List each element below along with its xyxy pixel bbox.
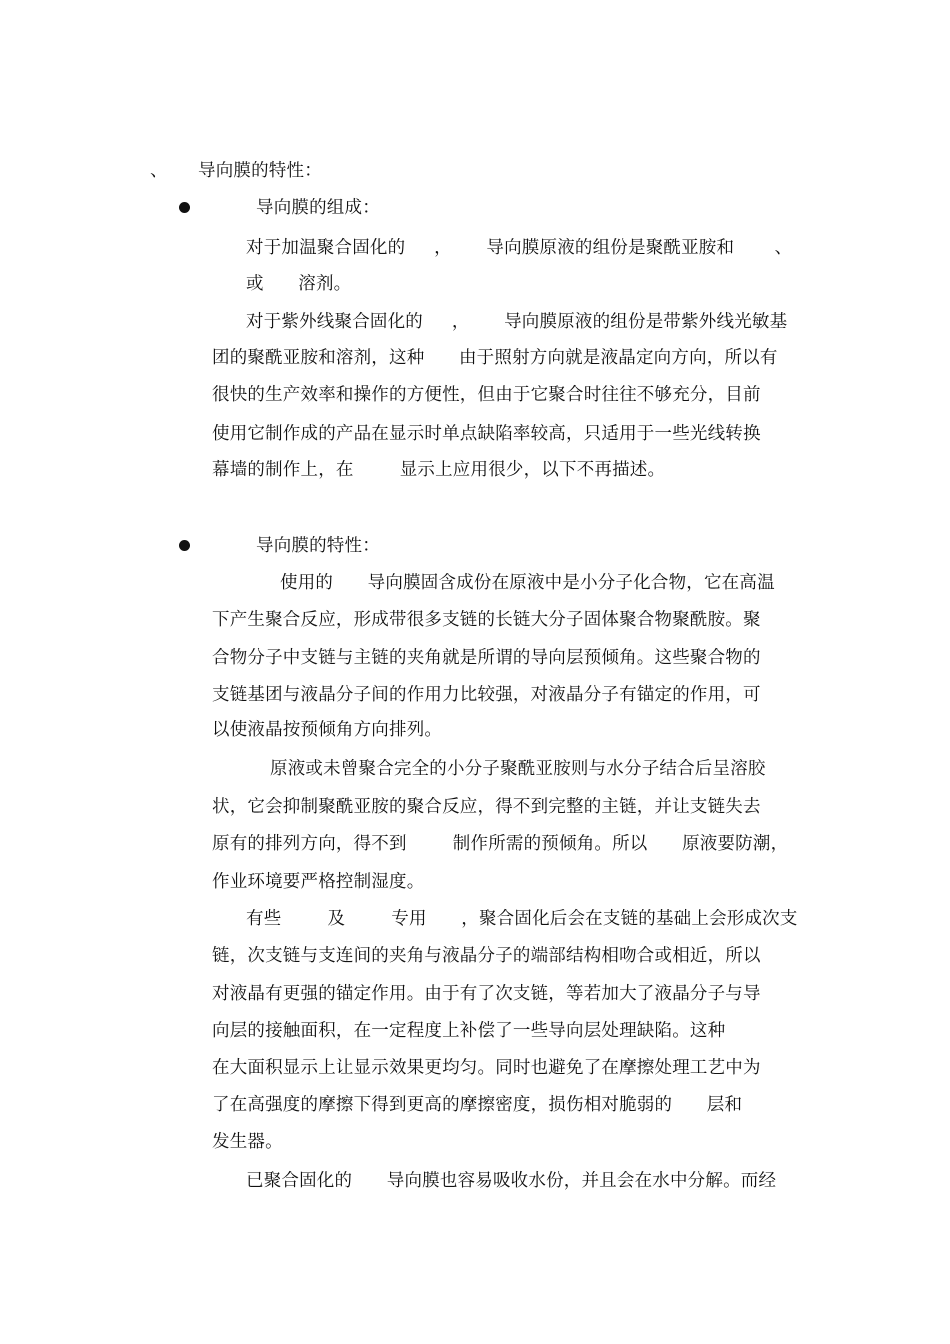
bullet-icon bbox=[179, 540, 190, 551]
properties-line: 向层的接触面积，在一定程度上补偿了一些导向层处理缺陷。这种 bbox=[212, 1021, 726, 1041]
properties-line: 原液或未曾聚合完全的小分子聚酰亚胺则与水分子结合后呈溶胶 bbox=[270, 759, 766, 779]
properties-line: 合物分子中支链与主链的夹角就是所谓的导向层预倾角。这些聚合物的 bbox=[212, 648, 761, 668]
composition-line: 很快的生产效率和操作的方便性，但由于它聚合时往往不够充分，目前 bbox=[212, 385, 761, 405]
composition-line: 对于加温聚合固化的 ， 导向膜原液的组份是聚酰亚胺和 、 bbox=[246, 238, 793, 258]
composition-line: 使用它制作成的产品在显示时单点缺陷率较高，只适用于一些光线转换 bbox=[212, 424, 761, 444]
properties-line: 使用的 导向膜固含成份在原液中是小分子化合物，它在高温 bbox=[280, 573, 775, 593]
composition-line: 或 溶剂。 bbox=[246, 274, 352, 294]
composition-line: 幕墙的制作上，在 显示上应用很少，以下不再描述。 bbox=[212, 460, 666, 480]
properties-line: 了在高强度的摩擦下得到更高的摩擦密度，损伤相对脆弱的 层和 bbox=[212, 1095, 743, 1115]
properties-line: 在大面积显示上让显示效果更均匀。同时也避免了在摩擦处理工艺中为 bbox=[212, 1058, 761, 1078]
properties-line: 发生器。 bbox=[212, 1132, 283, 1152]
properties-line: 状，它会抑制聚酰亚胺的聚合反应，得不到完整的主链，并让支链失去 bbox=[212, 797, 761, 817]
section-heading: 导向膜的特性： bbox=[198, 161, 322, 181]
composition-line: 对于紫外线聚合固化的 ， 导向膜原液的组份是带紫外线光敏基 bbox=[246, 312, 788, 332]
properties-line: 对液晶有更强的锚定作用。由于有了次支链，等若加大了液晶分子与导 bbox=[212, 984, 761, 1004]
properties-line: 支链基团与液晶分子间的作用力比较强，对液晶分子有锚定的作用，可 bbox=[212, 685, 761, 705]
composition-heading: 导向膜的组成： bbox=[256, 198, 380, 218]
properties-line: 以使液晶按预倾角方向排列。 bbox=[212, 720, 443, 740]
properties-line: 原有的排列方向，得不到 制作所需的预倾角。所以 原液要防潮， bbox=[212, 834, 789, 854]
properties-line: 下产生聚合反应，形成带很多支链的长链大分子固体聚合物聚酰胺。聚 bbox=[212, 610, 761, 630]
properties-heading: 导向膜的特性： bbox=[256, 536, 380, 556]
properties-line: 有些 及 专用 ，聚合固化后会在支链的基础上会形成次支 bbox=[246, 909, 798, 929]
composition-line: 团的聚酰亚胺和溶剂，这种 由于照射方向就是液晶定向方向，所以有 bbox=[212, 348, 778, 368]
section-marker: 、 bbox=[150, 161, 168, 181]
properties-line: 已聚合固化的 导向膜也容易吸收水份，并且会在水中分解。而经 bbox=[246, 1171, 777, 1191]
properties-line: 作业环境要严格控制湿度。 bbox=[212, 872, 425, 892]
properties-line: 链，次支链与支连间的夹角与液晶分子的端部结构相吻合或相近，所以 bbox=[212, 946, 761, 966]
bullet-icon bbox=[179, 202, 190, 213]
